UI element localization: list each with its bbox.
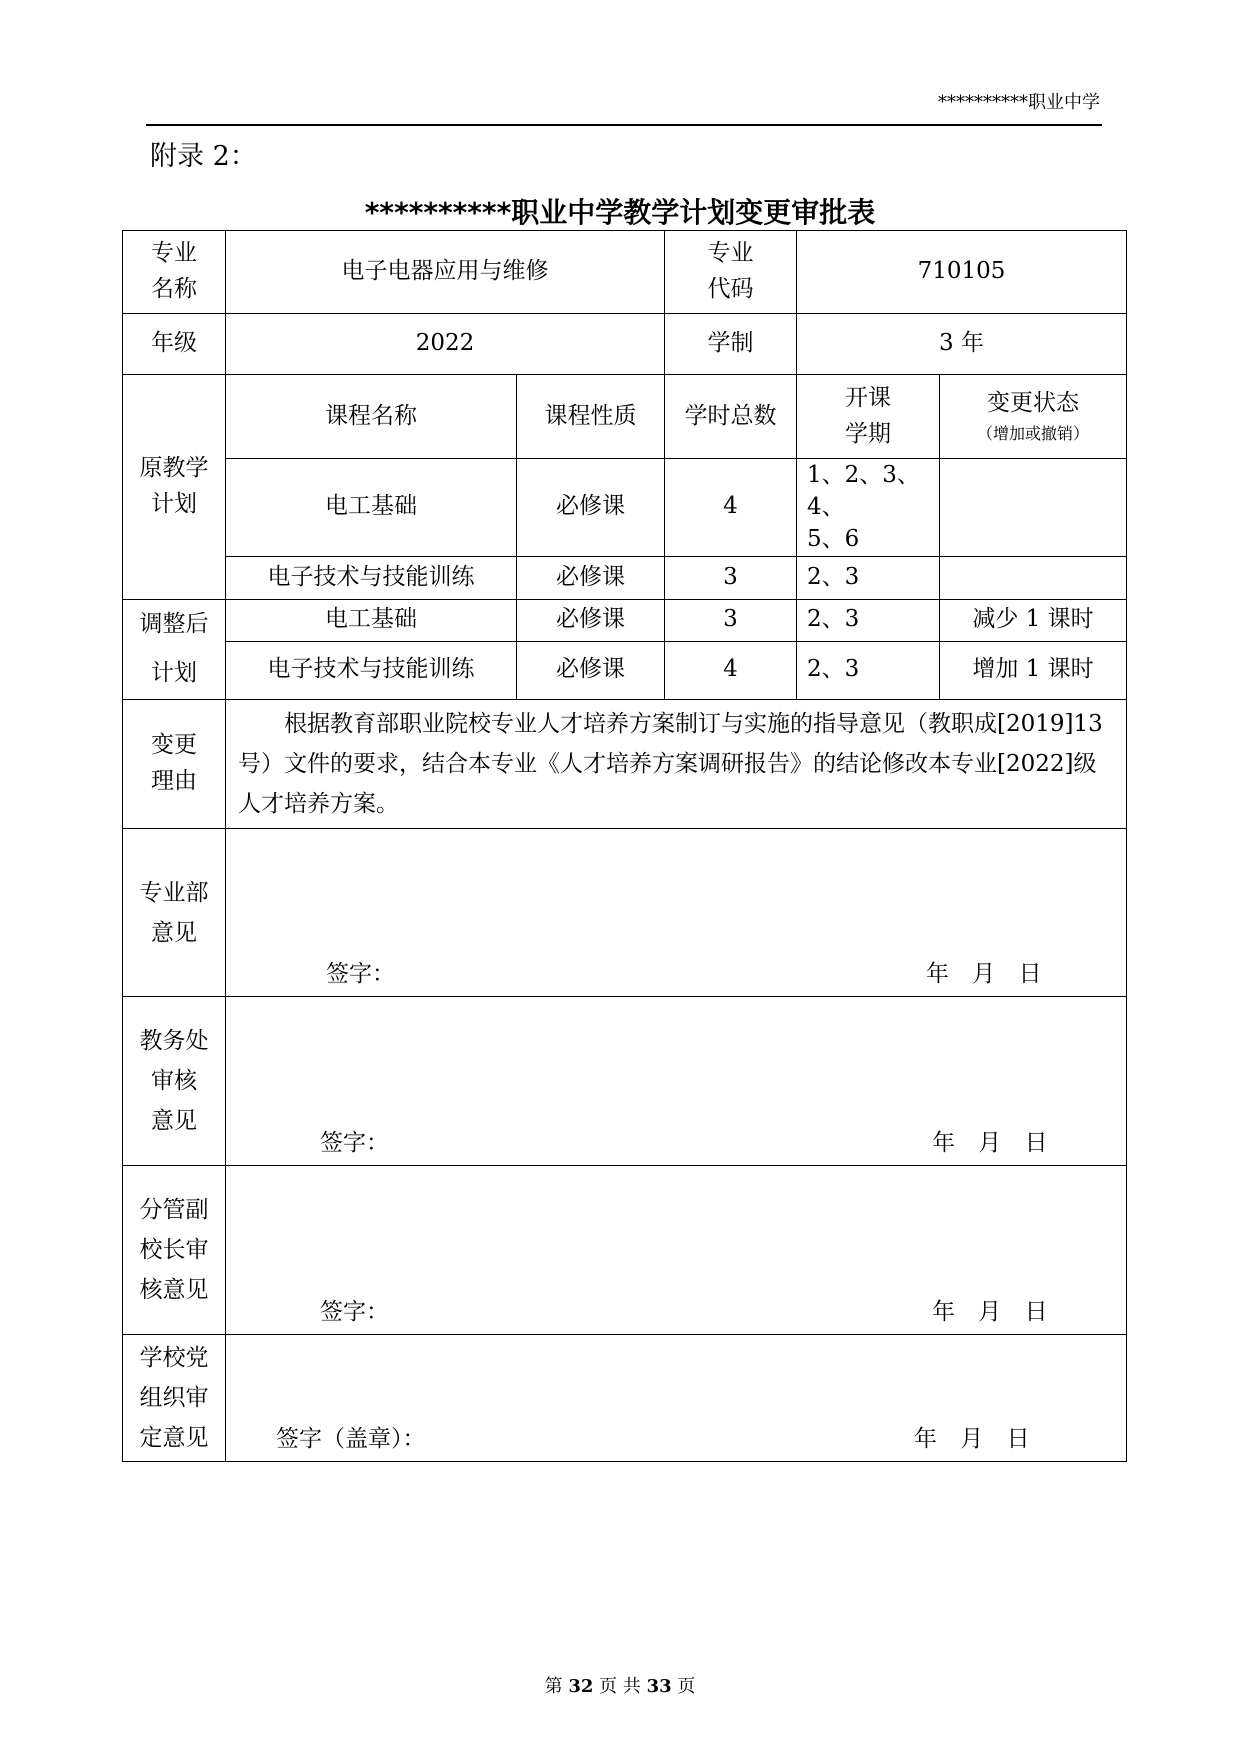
document-title: **********职业中学教学计划变更审批表	[364, 196, 876, 229]
opinion-label: 学校党 组织审 定意见	[123, 1335, 226, 1462]
header-rule	[146, 124, 1102, 126]
opinion-label: 教务处 审核 意见	[123, 997, 226, 1166]
opinion-label: 专业部 意见	[123, 829, 226, 997]
course-semester-cell: 2、3	[797, 641, 940, 699]
signature-label: 签字：	[320, 1298, 389, 1325]
appendix-label: 附录 2：	[150, 141, 257, 172]
major-row	[123, 231, 1127, 314]
original-plan-label: 原教学 计划	[123, 375, 226, 600]
table-row	[123, 556, 1127, 599]
course-hours-cell: 4	[665, 459, 797, 557]
course-semester-cell: 1、2、3、4、 5、6	[797, 459, 940, 557]
grade-value: 2022	[226, 314, 665, 375]
major-code-value: 710105	[797, 231, 1127, 314]
column-course-type: 课程性质	[517, 375, 665, 459]
reason-row	[123, 699, 1127, 829]
reason-label: 变更 理由	[123, 699, 226, 829]
reason-text: 根据教育部职业院校专业人才培养方案制订与实施的指导意见（教职成[2019]13 号）文件的要求，结合本专业《人才培养方案调研报告》的结论修改本专业[2022]级人才培养方案。	[226, 699, 1127, 829]
course-type-cell: 必修课	[517, 599, 665, 641]
column-change-status: 变更状态 （增加或撤销）	[940, 375, 1127, 459]
opinion-row	[123, 829, 1127, 997]
course-status-cell: 减少 1 课时	[940, 599, 1127, 641]
course-hours-cell: 3	[665, 556, 797, 599]
course-type-cell: 必修课	[517, 459, 665, 557]
major-name-value: 电子电器应用与维修	[226, 231, 665, 314]
table-row	[123, 599, 1127, 641]
course-type-cell: 必修课	[517, 556, 665, 599]
column-total-hours: 学时总数	[665, 375, 797, 459]
opinion-content	[226, 1335, 1127, 1462]
opinion-row	[123, 1335, 1127, 1462]
change-status-note: （增加或撤销）	[976, 423, 1089, 443]
major-name-label: 专业 名称	[123, 231, 226, 314]
opinion-content	[226, 1166, 1127, 1335]
table-row	[123, 459, 1127, 557]
study-system-value: 3 年	[797, 314, 1127, 375]
adjusted-plan-label: 调整后 计划	[123, 599, 226, 699]
column-semester: 开课 学期	[797, 375, 940, 459]
date-label: 年 月 日	[926, 960, 1042, 987]
course-status-cell	[940, 556, 1127, 599]
date-label: 年 月 日	[914, 1425, 1030, 1452]
major-code-label: 专业 代码	[665, 231, 797, 314]
opinion-content	[226, 829, 1127, 997]
course-hours-cell: 3	[665, 599, 797, 641]
course-name-cell: 电工基础	[226, 599, 517, 641]
course-semester-cell: 2、3	[797, 556, 940, 599]
page-footer: 第 32 页 共 33 页	[544, 1676, 696, 1697]
grade-row	[123, 314, 1127, 375]
total-page-count: 33	[646, 1676, 672, 1697]
grade-label: 年级	[123, 314, 226, 375]
opinion-row	[123, 997, 1127, 1166]
course-status-cell: 增加 1 课时	[940, 641, 1127, 699]
course-semester-cell: 2、3	[797, 599, 940, 641]
course-hours-cell: 4	[665, 641, 797, 699]
course-name-cell: 电子技术与技能训练	[226, 641, 517, 699]
date-label: 年 月 日	[932, 1298, 1048, 1325]
approval-form-table	[122, 230, 1127, 1462]
signature-label: 签字：	[320, 1129, 389, 1156]
column-course-name: 课程名称	[226, 375, 517, 459]
opinion-row	[123, 1166, 1127, 1335]
date-label: 年 月 日	[932, 1129, 1048, 1156]
course-type-cell: 必修课	[517, 641, 665, 699]
header-school-name: **********职业中学	[938, 92, 1100, 113]
study-system-label: 学制	[665, 314, 797, 375]
course-status-cell	[940, 459, 1127, 557]
course-name-cell: 电工基础	[226, 459, 517, 557]
signature-stamp-label: 签字（盖章）：	[276, 1425, 426, 1452]
course-name-cell: 电子技术与技能训练	[226, 556, 517, 599]
opinion-content	[226, 997, 1127, 1166]
table-row	[123, 641, 1127, 699]
opinion-label: 分管副 校长审 核意见	[123, 1166, 226, 1335]
original-plan-header-row	[123, 375, 1127, 459]
current-page-number: 32	[568, 1676, 594, 1697]
signature-label: 签字：	[326, 960, 395, 987]
